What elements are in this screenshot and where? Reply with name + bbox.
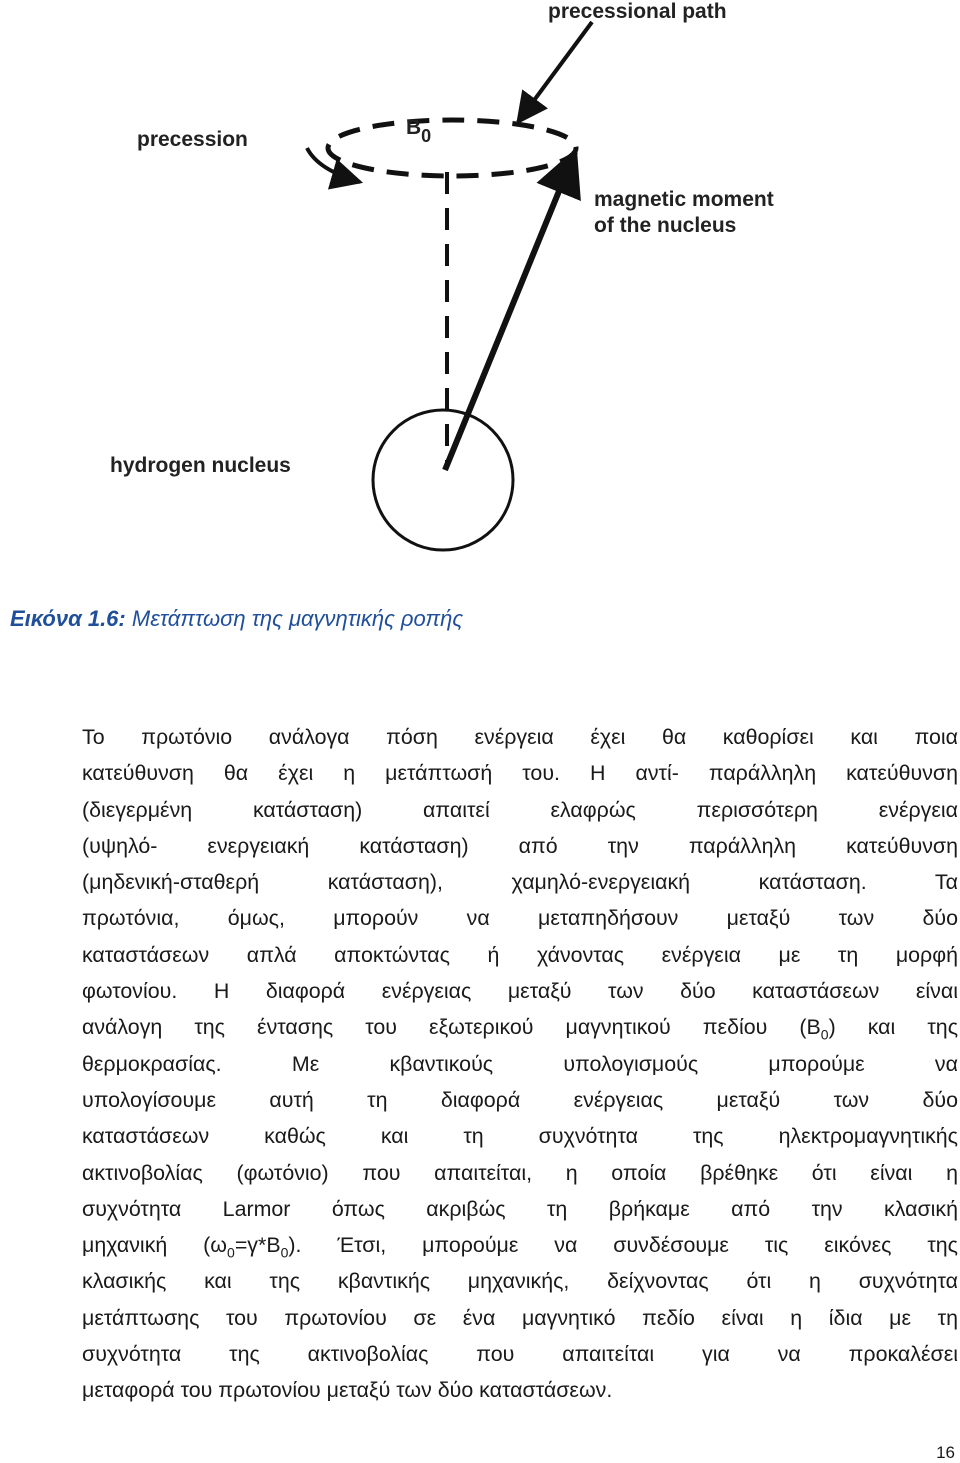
body-line [82, 1372, 958, 1408]
body-line [82, 1155, 958, 1191]
body-line [82, 755, 958, 791]
body-text-segment: καταστάσεων καθώς και τη συχνότητα της ηλεκτρομαγνητικής [82, 1124, 958, 1149]
body-text-segment: πρωτόνια, όμως, μπορούν να μεταπηδήσουν μεταξύ των δύο [82, 906, 958, 931]
body-line [82, 864, 958, 900]
body-text-segment: (διεγερμένη κατάσταση) απαιτεί ελαφρώς περισσότερη ενέργεια [82, 797, 958, 822]
body-line [82, 900, 958, 936]
body-text-segment: καταστάσεων απλά αποκτώντας ή χάνοντας ενέργεια με τη μορφή [82, 942, 958, 967]
body-text-segment: υπολογίσουμε αυτή τη διαφορά ενέργειας μεταξύ των δύο [82, 1087, 958, 1112]
body-line [82, 1118, 958, 1154]
body-text-segment: ) και της [828, 1015, 959, 1040]
body-line [82, 1191, 958, 1227]
body-text-segment: συχνότητα Larmor όπως ακριβώς τη βρήκαμε από την κλασική [82, 1196, 958, 1221]
figure-caption [10, 606, 463, 632]
body-line [82, 719, 958, 755]
precessional-path-pointer-arrow [518, 22, 592, 122]
precessional-path-ellipse [328, 120, 576, 176]
body-text-segment: συχνότητα της ακτινοβολίας που απαιτείται για να προκαλέσει [82, 1342, 958, 1367]
precession-curved-arrow [307, 148, 360, 182]
body-line [82, 792, 958, 828]
precession-diagram [0, 0, 960, 560]
body-line [82, 1046, 958, 1082]
body-paragraph [82, 719, 958, 1409]
magnetic-moment-arrow [445, 152, 575, 470]
body-text-segment: μηχανική (ω [82, 1233, 228, 1258]
subscript: 0 [227, 1244, 235, 1261]
body-line [82, 1227, 958, 1263]
caption-text: Μετάπτωση της μαγνητικής ροπής [125, 606, 464, 631]
body-line [82, 1009, 958, 1045]
body-text-segment: ανάλογη της έντασης του εξωτερικού μαγνητικού πεδίου (B [82, 1015, 821, 1040]
body-text-segment: ακτινοβολίας (φωτόνιο) που απαιτείται, η οποία βρέθηκε ότι είναι η [82, 1160, 958, 1185]
magnetic-moment-label-line-2: of the nucleus [594, 214, 737, 237]
body-text-segment: (μηδενική-σταθερή κατάσταση), χαμηλό-ενεργειακή κατάσταση. Τα [82, 870, 958, 895]
body-line [82, 937, 958, 973]
subscript: 0 [820, 1026, 829, 1043]
body-line [82, 1336, 958, 1372]
body-line [82, 973, 958, 1009]
b0-label: B0 [406, 116, 432, 146]
body-text-segment: φωτονίου. Η διαφορά ενέργειας μεταξύ των δύο καταστάσεων είναι [82, 979, 958, 1004]
body-text-segment: κλασικής και της κβαντικής μηχανικής, δείχνοντας ότι η συχνότητα [82, 1269, 958, 1294]
precession-label: precession [137, 128, 248, 151]
body-line [82, 1082, 958, 1118]
magnetic-moment-label-line-1: magnetic moment [594, 188, 774, 211]
body-text-segment: =γ*B [234, 1233, 281, 1258]
hydrogen-nucleus-label: hydrogen nucleus [110, 454, 291, 477]
body-text-segment: (υψηλό- ενεργειακή κατάσταση) από την παράλληλη κατεύθυνση [82, 833, 958, 858]
body-line [82, 1263, 958, 1299]
body-line [82, 1300, 958, 1336]
page-number: 16 [936, 1443, 955, 1462]
hydrogen-nucleus-circle [373, 410, 513, 550]
subscript: 0 [280, 1244, 289, 1261]
body-text-segment: κατεύθυνση θα έχει η μετάπτωσή του. Η αντί- παράλληλη κατεύθυνση [82, 761, 958, 786]
body-text-segment: μεταφορά του πρωτονίου μεταξύ των δύο καταστάσεων. [82, 1378, 613, 1403]
body-text-segment: Το πρωτόνιο ανάλογα πόση ενέργεια έχει θα καθορίσει και ποια [82, 725, 958, 749]
precessional-path-label: precessional path [548, 0, 727, 23]
caption-number: Εικόνα 1.6: [10, 606, 126, 631]
body-text-segment: μετάπτωσης του πρωτονίου σε ένα μαγνητικό πεδίο είναι η ίδια με τη [82, 1305, 958, 1330]
body-line [82, 828, 958, 864]
body-text-segment: ). Έτσι, μπορούμε να συνδέσουμε τις εικόνες της [288, 1233, 958, 1258]
body-text-segment: θερμοκρασίας. Με κβαντικούς υπολογισμούς μπορούμε να [82, 1051, 958, 1076]
